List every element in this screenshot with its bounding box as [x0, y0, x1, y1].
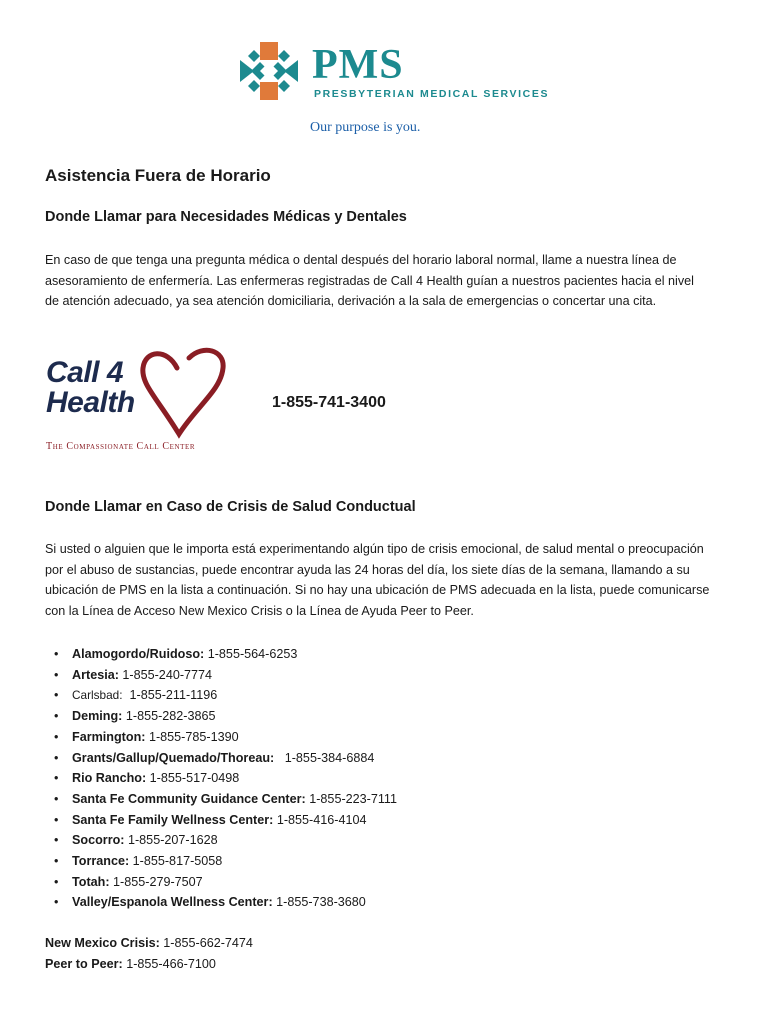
crisis-line-name: New Mexico Crisis:: [45, 936, 160, 950]
location-phone: 1-855-279-7507: [113, 874, 203, 889]
location-list: [72, 644, 397, 913]
section-crisis-body: Si usted o alguien que le importa está experimentando algún tipo de crisis emocional, de salud mental o preocupación por el abuso de sustancias, puede encontrar ayuda las 24 horas del día, los siete días de la semana, llamando a su ubicación de PMS en la lista a continuación. Si no hay una ubicación de PMS adecuada en la lista, puede comunicarse con la Línea de Acceso New Mexico Crisis o la Línea de Ayuda Peer to Peer.: [45, 542, 710, 618]
heart-icon: [137, 346, 227, 441]
list-item: [72, 665, 397, 686]
location-name: Alamogordo/Ruidoso:: [72, 647, 205, 661]
pms-logo-subtitle: PRESBYTERIAN MEDICAL SERVICES: [314, 88, 550, 100]
location-name: Santa Fe Community Guidance Center:: [72, 791, 306, 806]
crisis-line-phone: 1-855-466-7100: [126, 956, 216, 971]
location-phone: 1-855-738-3680: [276, 895, 366, 910]
location-phone: 1-855-416-4104: [276, 812, 367, 827]
list-item: [72, 810, 397, 831]
location-phone: 1-855-817-5058: [132, 854, 223, 869]
crisis-line-item: [45, 954, 253, 975]
crisis-lines: [45, 933, 253, 974]
location-phone: 1-855-517-0498: [149, 771, 240, 786]
location-phone: 1-855-384-6884: [284, 750, 375, 765]
location-phone: 1-855-207-1628: [127, 833, 218, 848]
section-crisis-heading: Donde Llamar en Caso de Crisis de Salud Conductual: [45, 499, 416, 515]
call4health-line1: Call 4: [46, 356, 124, 389]
list-item: [72, 851, 397, 872]
location-phone: 1-855-223-7111: [309, 791, 397, 806]
location-phone: 1-855-240-7774: [122, 667, 213, 682]
section-medical-body: En caso de que tenga una pregunta médica o dental después del horario laboral normal, llame a nuestra línea de asesoramiento de enfermería. Las enfermeras registradas de Call 4 Health guían a nuestros pacientes hacia el nivel de atención adecuado, ya sea atención domiciliaria, derivación a la sala de emergencias o concertar una cita.: [45, 253, 694, 308]
call4health-line2: Health: [46, 386, 135, 419]
list-item: [72, 748, 397, 769]
list-item: [72, 830, 397, 851]
section-medical-heading: Donde Llamar para Necesidades Médicas y Dentales: [45, 209, 407, 225]
pms-logo-name: PMS: [312, 42, 404, 88]
call4health-wordmark: [46, 358, 135, 418]
list-item: [72, 727, 397, 748]
list-item: [72, 789, 397, 810]
pms-logo: [240, 42, 550, 142]
call4health-phone: 1-855-741-3400: [272, 394, 386, 411]
location-name: Totah:: [72, 874, 110, 889]
crisis-line-phone: 1-855-662-7474: [163, 936, 253, 950]
crisis-line-item: [45, 933, 253, 954]
list-item: [72, 685, 397, 706]
page-title: Asistencia Fuera de Horario: [45, 166, 271, 185]
pms-cross-logo-icon: [240, 42, 298, 100]
call4health-tagline: The Compassionate Call Center: [46, 441, 196, 452]
location-name: Socorro:: [72, 833, 125, 848]
location-phone: 1-855-282-3865: [125, 709, 216, 724]
list-item: [72, 644, 397, 665]
location-phone: 1-855-211-1196: [129, 688, 218, 703]
list-item: [72, 872, 397, 893]
crisis-line-name: Peer to Peer:: [45, 956, 123, 971]
location-phone: 1-855-564-6253: [207, 647, 298, 661]
list-item: [72, 768, 397, 789]
list-item: [72, 706, 397, 727]
location-name: Santa Fe Family Wellness Center:: [72, 812, 274, 827]
location-name: Deming:: [72, 709, 123, 724]
location-name: Torrance:: [72, 854, 130, 869]
list-item: [72, 892, 397, 913]
location-name: Grants/Gallup/Quemado/Thoreau:: [72, 750, 275, 765]
location-name: Farmington:: [72, 729, 146, 744]
location-name: Artesia:: [72, 667, 119, 682]
location-name: Carlsbad:: [72, 688, 123, 703]
location-phone: 1-855-785-1390: [148, 729, 239, 744]
location-name: Rio Rancho:: [72, 771, 147, 786]
location-name: Valley/Espanola Wellness Center:: [72, 895, 273, 910]
call4health-logo: [42, 346, 227, 458]
pms-tagline: Our purpose is you.: [310, 120, 421, 135]
